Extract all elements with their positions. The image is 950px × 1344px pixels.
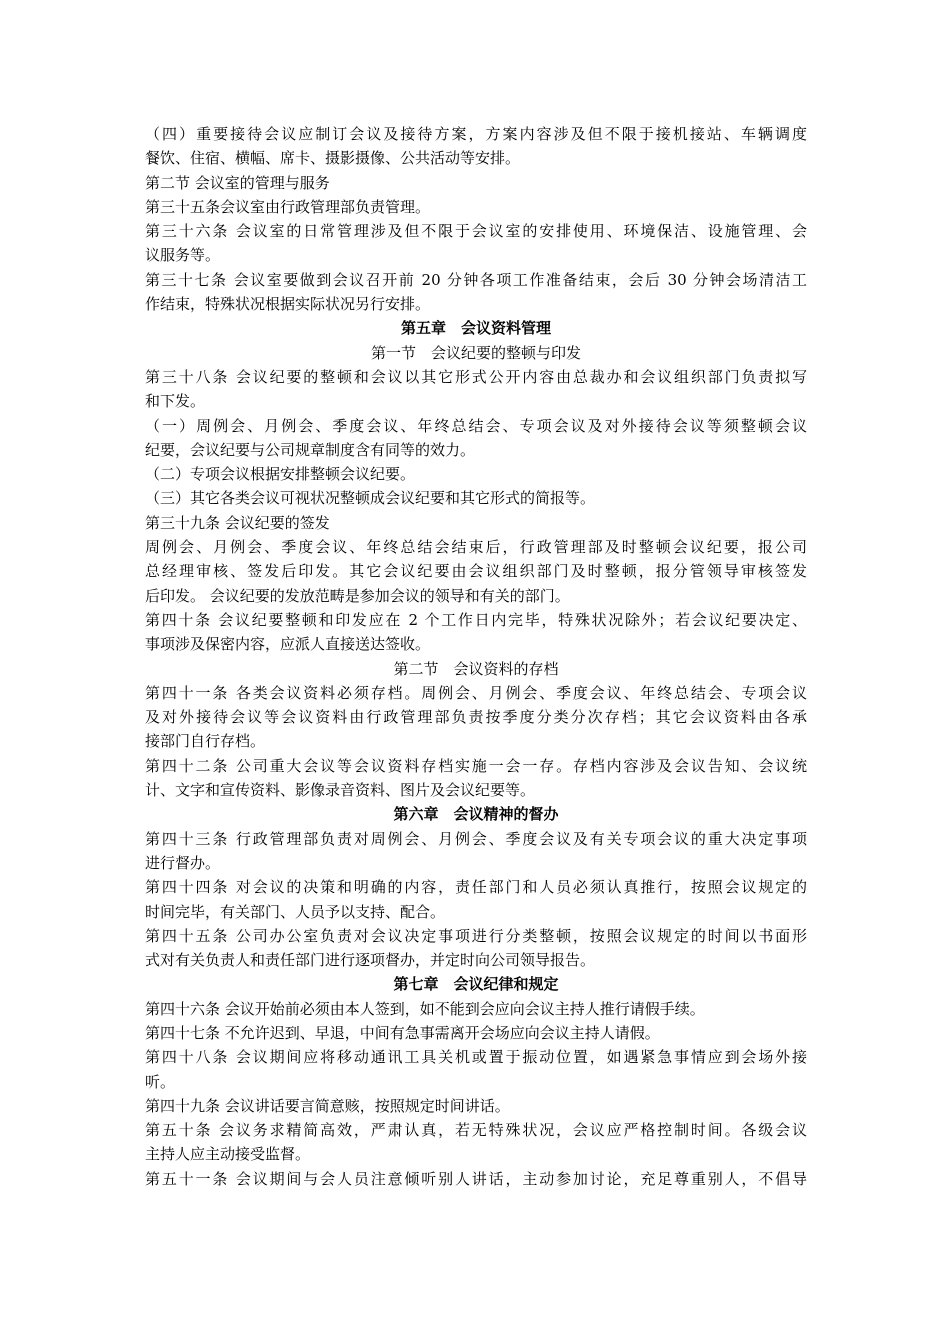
paragraph-line: 第四十四条 对会议的决策和明确的内容，责任部门和人员必须认真推行，按照会议规定的 [145,878,807,897]
paragraph-line: 第四十五条 公司办公室负责对会议决定事项进行分类整顿，按照会议规定的时间以书面形 [145,926,807,945]
paragraph-line: （四）重要接待会议应制订会议及接待方案，方案内容涉及但不限于接机接站、车辆调度 [145,125,807,143]
paragraph-line: 听。 [145,1072,176,1091]
paragraph-line: 第五十条 会议务求精简高效，严肃认真，若无特殊状况，会议应严格控制时间。各级会议 [145,1121,807,1140]
paragraph-line: 接部门自行存档。 [145,732,266,751]
paragraph-line: 和下发。 [145,392,206,411]
paragraph-line: 议服务等。 [145,246,221,265]
section-heading: 第一节 会议纪要的整顿与印发 [370,343,581,362]
document-page [145,122,807,1191]
paragraph-line: 第四十条 会议纪要整顿和印发应在 2 个工作日内完毕，特殊状况除外；若会议纪要决定、 [145,610,807,629]
paragraph-line: 第四十六条 会议开始前必须由本人签到，如不能到会应向会议主持人推行请假手续。 [145,999,705,1018]
paragraph-line: 主持人应主动接受监督。 [145,1145,311,1164]
paragraph-line: 时间完毕，有关部门、人员予以支持、配合。 [145,902,446,921]
paragraph-line: 事项涉及保密内容，应派人直接送达签收。 [145,635,431,654]
paragraph-line: 餐饮、住宿、横幅、席卡、摄影摄像、公共活动等安排。 [145,149,521,168]
paragraph-line: 第四十二条 公司重大会议等会议资料存档实施一会一存。存档内容涉及会议告知、会议统 [145,756,807,775]
paragraph-line: 及对外接待会议等会议资料由行政管理部负责按季度分类分次存档；其它会议资料由各承 [145,708,807,727]
paragraph-line: 作结束，特殊状况根据实际状况另行安排。 [145,295,431,314]
paragraph-line: 进行督办。 [145,853,221,872]
paragraph-line: 纪要，会议纪要与公司规章制度含有同等的效力。 [145,440,476,459]
paragraph-line: 周例会、月例会、季度会议、年终总结会结束后，行政管理部及时整顿会议纪要，报公司 [145,538,807,557]
paragraph-line: 第四十一条 各类会议资料必须存档。周例会、月例会、季度会议、年终总结会、专项会议 [145,683,807,702]
paragraph-line: 第五十一条 会议期间与会人员注意倾听别人讲话，主动参加讨论，充足尊重别人，不倡导 [145,1169,807,1188]
paragraph-line: 总经理审核、签发后印发。其它会议纪要由会议组织部门及时整顿，报分管领导审核签发 [145,562,807,581]
chapter-heading: 第六章 会议精神的督办 [393,805,559,824]
paragraph-line: （三）其它各类会议可视状况整顿成会议纪要和其它形式的简报等。 [145,489,596,508]
paragraph-line: 第四十七条 不允许迟到、早退，中间有急事需离开会场应向会议主持人请假。 [145,1023,660,1042]
paragraph-line: 第四十八条 会议期间应将移动通讯工具关机或置于振动位置，如遇紧急事情应到会场外接 [145,1048,807,1067]
paragraph-line: （二）专项会议根据安排整顿会议纪要。 [145,465,416,484]
paragraph-line: 第四十九条 会议讲话要言简意赅，按照规定时间讲话。 [145,1096,510,1115]
paragraph-line: 第三十五条会议室由行政管理部负责管理。 [145,197,431,216]
paragraph-line: 第三十七条 会议室要做到会议召开前 20 分钟各项工作准备结束，会后 30 分钟会场清洁工 [145,270,807,289]
paragraph-line: 第三十六条 会议室的日常管理涉及但不限于会议室的安排使用、环境保洁、设施管理、会 [145,222,807,241]
chapter-heading: 第五章 会议资料管理 [400,319,551,338]
paragraph-line: 式对有关负责人和责任部门进行逐项督办，并定时向公司领导报告。 [145,951,596,970]
paragraph-line: 第四十三条 行政管理部负责对周例会、月例会、季度会议及有关专项会议的重大决定事项 [145,829,807,848]
chapter-heading: 第七章 会议纪律和规定 [393,975,559,994]
paragraph-line: （一）周例会、月例会、季度会议、年终总结会、专项会议及对外接待会议等须整顿会议 [145,416,807,435]
paragraph-line: 第二节 会议室的管理与服务 [145,173,330,192]
paragraph-line: 第三十九条 会议纪要的签发 [145,513,330,532]
paragraph-line: 计、文字和宣传资料、影像录音资料、图片及会议纪要等。 [145,781,536,800]
paragraph-line: 后印发。 会议纪要的发放范畴是参加会议的领导和有关的部门。 [145,586,570,605]
paragraph-line: 第三十八条 会议纪要的整顿和会议以其它形式公开内容由总裁办和会议组织部门负责拟写 [145,367,807,386]
section-heading: 第二节 会议资料的存档 [393,659,559,678]
